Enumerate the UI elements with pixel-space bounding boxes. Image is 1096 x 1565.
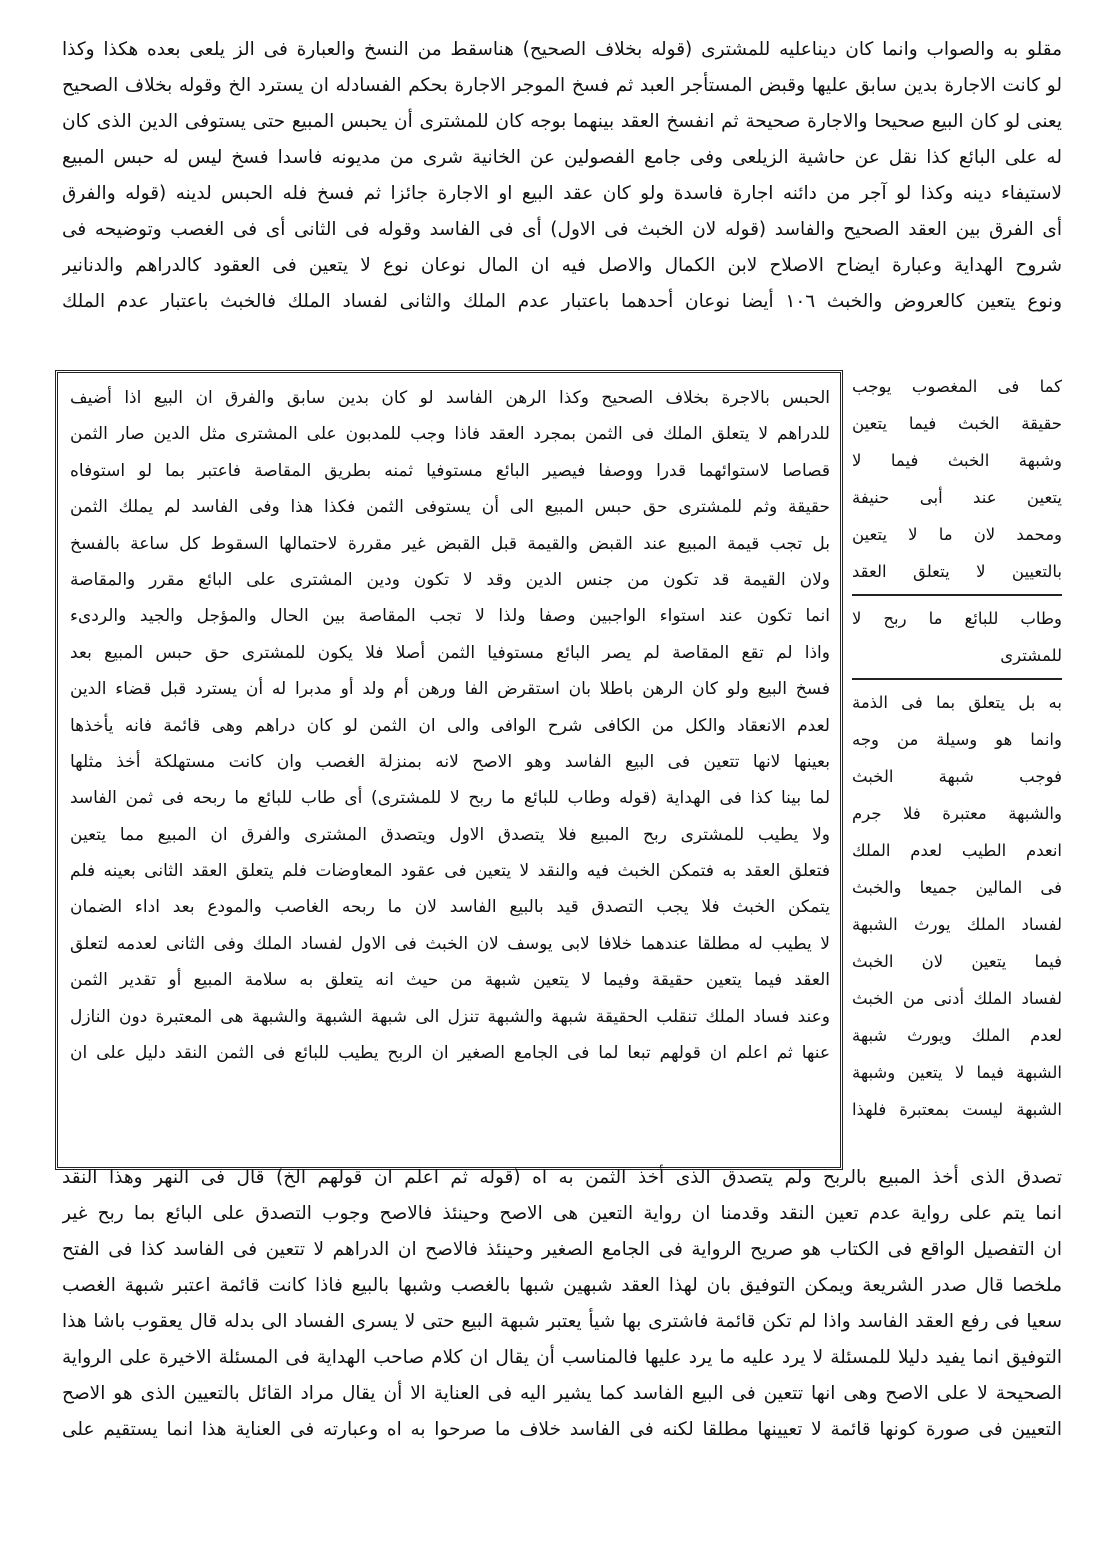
main-text-line: قصاصا لاستوائهما قدرا ووصفا فيصير البائع مستوفيا ثمنه بطريق المقاصة فاعتبر بما لو استوفاه (70, 460, 830, 481)
main-text-line: للدراهم لا يتعلق الملك فى الثمن بمجرد العقد فاذا وجب للمدبون على المشترى مثل الدين صار الثمن (70, 424, 830, 445)
margin-text-line: بالتعيين لا يتعلق العقد (852, 562, 1062, 581)
margin-text-line: حقيقة الخبث فيما يتعين (852, 414, 1062, 433)
upper-commentary-line: لاستيفاء دينه وكذا لو آجر من دائنه اجارة فاسدة ولو كان عقد البيع او الاجارة جائزا ثم فسخ فله الحبس لدينه (قوله والفرق (62, 183, 1062, 204)
lower-commentary-line: التعيين فى صورة كونها قائمة لا تعيينها مطلقا لكنه فى الفاسد خلاف ما صرحوا به اه وعبارته فى العناية هذا انما يستقيم على (62, 1419, 1062, 1440)
upper-commentary-line: شروح الهداية وعبارة ايضاح الاصلاح لابن الكمال والاصل فيه ان المال نوعان نوع لا يتعين فى العقود كالدراهم والدنانير (62, 255, 1062, 276)
margin-text-line: للمشترى (1000, 646, 1062, 665)
margin-text-line: انعدم الطيب لعدم الملك (852, 841, 1062, 860)
side-margin-text (852, 368, 1062, 1128)
lower-commentary-line: التوفيق انما يفيد دليلا للمسئلة لا يرد عليه ما يرد عليها فالمناسب أن يقال ان كلام صاحب الهداية فى المسئلة الاخيرة على الرواية (62, 1347, 1062, 1368)
main-text-line: فتعلق العقد به فتمكن الخبث فيه والنقد لا يتعين فى عقود المعاوضات فلم يتعلق العقد الثانى بعينه فلم (70, 861, 830, 882)
margin-text-line: الشبهة ليست بمعتبرة فلهذا (852, 1100, 1062, 1119)
main-text (70, 380, 830, 1071)
upper-commentary-line: أى الفرق بين العقد الصحيح والفاسد (قوله لان الخبث فى الاول) أى فى الفاسد وقوله فى الثانى أى فى الغصب وتوضيحه فى (62, 219, 1062, 240)
margin-text-line: لعدم الملك ويورث شبهة (852, 1026, 1062, 1045)
upper-commentary (62, 32, 1062, 320)
main-text-line: لعدم الانعقاد والكل من الكافى شرح الوافى والى ان الثمن لو كان دراهم وهى قائمة فانه يأخذها (70, 715, 830, 736)
main-text-line: واذا لم تقع المقاصة لم يصر البائع مستوفيا الثمن أصلا فلا يكون للمشترى حق حبس المبيع بعد (70, 642, 830, 663)
main-text-line: الحبس بالاجرة بخلاف الصحيح وكذا الرهن الفاسد لو كان بدين سابق والفرق ان البيع اذا أضيف (70, 388, 830, 408)
margin-text-line: لفساد الملك يورث الشبهة (852, 915, 1062, 934)
lower-commentary-line: تصدق الذى أخذ المبيع بالربح ولم يتصدق الذى أخذ الثمن به اه (قوله ثم اعلم ان قولهم الخ) قال فى النهر وهذا النقد (62, 1167, 1062, 1188)
margin-text-line: وانما هو وسيلة من وجه (852, 730, 1062, 749)
main-text-line: العقد فيما يتعين حقيقة وفيما لا يتعين شبهة من حيث انه يتعلق به سلامة المبيع أو تقدير الثمن (70, 970, 830, 991)
main-text-line: يتمكن الخبث فلا يجب التصدق قيد بالبيع الفاسد لان ما ربحه الغاصب والمودع بعد اداء الضمان (70, 897, 830, 918)
main-text-line: فسخ البيع ولو كان الرهن باطلا بان استقرض الفا ورهن أم ولد أو مدبرا له أن يسترد قبل قضاء الدين (70, 679, 830, 700)
upper-commentary-line: له على البائع كذا نقل عن حاشية الزيلعى وفى جامع الفصولين عن الخانية شرى من مديونه فاسدا فسخ ليس له حبس المبيع (62, 147, 1062, 168)
main-text-line: لما بينا كذا فى الهداية (قوله وطاب للبائع ما ربح لا للمشترى) أى طاب للبائع ما ربحه فى ثمن الفاسد (70, 788, 830, 809)
main-text-line: وعند فساد الملك تنقلب الحقيقة شبهة والشبهة تنزل الى شبهة الشبهة والشبهة هى المعتبرة دون النازل (70, 1006, 830, 1027)
margin-text-line: وشبهة الخبث فيما لا (852, 451, 1062, 470)
upper-commentary-line: لو كانت الاجارة بدين سابق عليها وقبض المستأجر العبد ثم فسخ الموجر الاجارة بحكم الفسادله ان يسترد الخ وقوله بخلاف الصحيح (62, 75, 1062, 96)
lower-commentary-line: انما يتم على رواية عدم تعين النقد وقدمنا ان رواية التعين هى الاصح وحينئذ فالاصح وجوب التصدق على البائع بما ربح غير (62, 1203, 1062, 1224)
main-text-line: حقيقة وثم للمشترى حق حبس المبيع الى أن يستوفى الثمن فكذا هذا وفى الفاسد لم يملك الثمن (70, 497, 830, 518)
main-text-line: ولا يطيب للمشترى ربح المبيع فلا يتصدق الاول ويتصدق المشترى والفرق ان المبيع مما يتعين (70, 824, 830, 845)
lower-commentary-line: ان التفصيل الواقع فى الكتاب هو صريح الرواية فى الجامع الصغير وحينئذ فالاصح ان الدراهم لا تتعين فى الفاسد كذا فى الفتح (62, 1239, 1062, 1260)
main-text-line: بل تجب قيمة المبيع عند القبض والقيمة قبل القبض غير مقررة لاحتمالها السقوط كل ساعة بالفسخ (70, 533, 830, 554)
lower-commentary-line: الصحيحة لا على الاصح وهى انها تتعين فى البيع الفاسد كما يشير اليه فى العناية الا أن يقال مراد القائل بالتعيين الذى هو الاصح (62, 1383, 1062, 1404)
upper-commentary-line: ونوع يتعين كالعروض والخبث ١٠٦ أيضا نوعان أحدهما باعتبار عدم الملك والثانى لفساد الملك فالخبث باعتبار عدم الملك (62, 291, 1062, 312)
lower-commentary-line: ملخصا قال صدر الشريعة ويمكن التوفيق بان لهذا العقد شبهين شبها بالغصب وشبها بالبيع فاذا كانت قائمة اعتبر شبهة الغصب (62, 1275, 1062, 1296)
margin-text-line: لفساد الملك أدنى من الخبث (852, 989, 1062, 1008)
main-text-line: عنها ثم اعلم ان قولهم تبعا لما فى الجامع الصغير ان الربح يطيب للبائع فى الثمن النقد دليل على ان (70, 1043, 830, 1064)
margin-text-line: فى المالين جميعا والخبث (852, 878, 1062, 897)
main-text-line: انما تكون عند استواء الواجبين وصفا ولذا لا تجب المقاصة بين الحال والمؤجل والجيد والردىء (70, 606, 830, 627)
main-text-line: بعينها لانها تتعين فى البيع الفاسد وهو الاصح لانه بمنزلة الغصب وان كانت مستهلكة أخذ مثلها (70, 751, 830, 772)
lower-commentary (62, 1160, 1062, 1448)
margin-divider (852, 594, 1062, 596)
margin-text-line: فيما يتعين لان الخبث (852, 952, 1062, 971)
margin-text-line: يتعين عند أبى حنيفة (852, 488, 1062, 507)
margin-text-line: الشبهة فيما لا يتعين وشبهة (852, 1063, 1062, 1082)
upper-commentary-line: مقلو به والصواب وانما كان ديناعليه للمشترى (قوله بخلاف الصحيح) هناسقط من النسخ والعبارة فى الز يلعى بعده هكذا وكذا (62, 39, 1062, 60)
main-text-line: لا يطيب له مطلقا عندهما خلافا لابى يوسف لان الخبث فى الاول لفساد الملك وفى الثانى لعدمه لتعلق (70, 933, 830, 954)
lower-commentary-line: سعيا فى رفع العقد الفاسد واذا لم تكن قائمة فاشترى بها شيأ يعتبر شبهة البيع حتى لا يسرى الفساد الى بدله قال يعقوب باشا هذا (62, 1311, 1062, 1332)
margin-text-line: وطاب للبائع ما ربح لا (852, 609, 1062, 628)
margin-text-line: ومحمد لان ما لا يتعين (852, 525, 1062, 544)
margin-text-line: والشبهة معتبرة فلا جرم (852, 804, 1062, 823)
upper-commentary-line: يعنى لو كان البيع صحيحا والاجارة صحيحة ثم انفسخ العقد بينهما بوجه كان للمشترى أن يحبس المبيع حتى يستوفى الدين الذى كان (62, 111, 1062, 132)
main-text-line: ولان القيمة قد تكون من جنس الدين وقد لا تكون ودين المشترى على البائع مقرر والمقاصة (70, 569, 830, 590)
margin-text-line: فوجب شبهة الخبث (852, 767, 1062, 786)
margin-divider (852, 678, 1062, 680)
margin-text-line: كما فى المغصوب يوجب (852, 377, 1062, 396)
margin-text-line: به بل يتعلق بما فى الذمة (852, 693, 1062, 712)
